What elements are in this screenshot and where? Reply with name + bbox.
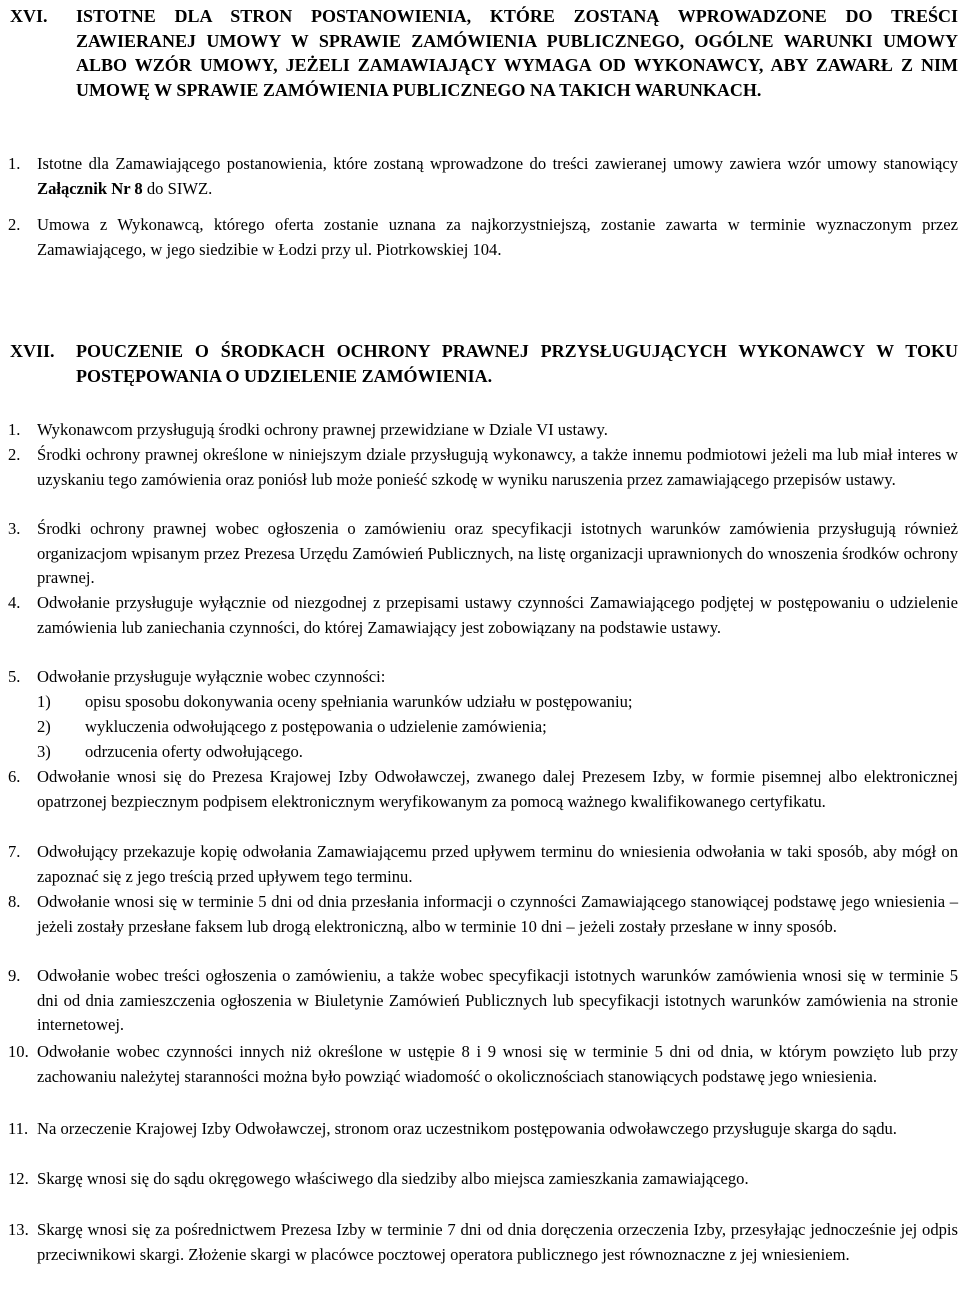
section-17-heading [10, 339, 958, 388]
section-17-item-10 [0, 1040, 958, 1089]
item-text: Odwołanie wobec czynności innych niż określone w ustępie 8 i 9 wnosi się w terminie 5 dni od dnia, w którym powzięto lub przy zachowaniu należytej staranności można było powziąć wiadomość o okolicznościach stanowiących podstawę jego wniesienia. [37, 1042, 958, 1086]
item-number: 11. [8, 1119, 29, 1138]
section-17-item-13 [0, 1218, 958, 1267]
sub-item-text: odrzucenia oferty odwołującego. [85, 742, 303, 761]
section-17-item-11 [0, 1117, 958, 1142]
section-17-item-7 [0, 840, 958, 889]
section-title: POUCZENIE O ŚRODKACH OCHRONY PRAWNEJ PRZYSŁUGUJĄCYCH WYKONAWCY W TOKU POSTĘPOWANIA O UDZIELENIE ZAMÓWIENIA. [76, 341, 958, 386]
section-title: ISTOTNE DLA STRON POSTANOWIENIA, KTÓRE ZOSTANĄ WPROWADZONE DO TREŚCI ZAWIERANEJ UMOWY W SPRAWIE ZAMÓWIENIA PUBLICZNEGO, OGÓLNE WARUNKI UMOWY ALBO WZÓR UMOWY, JEŻELI ZAMAWIAJĄCY WYMAGA OD WYKONAWCY, ABY ZAWARŁ Z NIM UMOWĘ W SPRAWIE ZAMÓWIENIA PUBLICZNEGO NA TAKICH WARUNKACH. [76, 6, 958, 100]
item-number: 7. [8, 842, 21, 861]
item-text: Środki ochrony prawnej określone w niniejszym dziale przysługują wykonawcy, a także innemu podmiotowi jeżeli ma lub miał interes w uzyskaniu tego zamówienia oraz poniósł lub może ponieść szkodę w wyniku naruszenia przez zamawiającego przepisów ustawy. [37, 445, 958, 489]
sub-item-1 [37, 690, 633, 715]
section-17-item-3 [0, 517, 958, 591]
section-17-item-8 [0, 890, 958, 939]
item-number: 1. [8, 154, 21, 173]
section-17-item-2 [0, 443, 958, 492]
item-number: 3. [8, 519, 21, 538]
sub-item-number: 1) [37, 692, 51, 711]
section-17-item-9 [0, 964, 958, 1038]
item-text: Umowa z Wykonawcą, którego oferta zostanie uznana za najkorzystniejszą, zostanie zawarta w terminie wyznaczonym przez Zamawiającego, w jego siedzibie w Łodzi przy ul. Piotrkowskiej 104. [37, 215, 958, 259]
item-text: Odwołanie wnosi się do Prezesa Krajowej Izby Odwoławczej, zwanego dalej Prezesem Izby, w formie pisemnej albo elektronicznej opatrzonej bezpiecznym podpisem elektronicznym weryfikowanym za pomocą ważnego kwalifikowanego certyfikatu. [37, 767, 958, 811]
sub-item-text: wykluczenia odwołującego z postępowania o udzielenie zamówienia; [85, 717, 547, 736]
section-16-heading [10, 4, 958, 102]
item-number: 13. [8, 1220, 29, 1239]
item-text: Wykonawcom przysługują środki ochrony prawnej przewidziane w Dziale VI ustawy. [37, 420, 608, 439]
item-number: 4. [8, 593, 21, 612]
item-number: 10. [8, 1042, 29, 1061]
section-number: XVII. [10, 341, 55, 361]
attachment-reference: Załącznik Nr 8 [37, 178, 143, 198]
item-text: Na orzeczenie Krajowej Izby Odwoławczej, stronom oraz uczestnikom postępowania odwoławczego przysługuje skarga do sądu. [37, 1119, 897, 1138]
item-number: 1. [8, 420, 21, 439]
item-text: Skargę wnosi się za pośrednictwem Prezesa Izby w terminie 7 dni od dnia doręczenia orzeczenia Izby, przesyłając jednocześnie jej odpis przeciwnikowi skargi. Złożenie skargi w placówce pocztowej operatora publicznego jest równoznaczne z jej wniesieniem. [37, 1220, 958, 1264]
item-text: Odwołanie wobec treści ogłoszenia o zamówieniu, a także wobec specyfikacji istotnych warunków zamówienia wnosi się w terminie 5 dni od dnia zamieszczenia ogłoszenia w Biuletynie Zamówień Publicznych lub specyfikacji istotnych warunków zamówienia na stronie internetowej. [37, 966, 958, 1034]
section-16-item-1 [0, 152, 958, 201]
item-text-part: do SIWZ. [142, 178, 213, 198]
sub-item-text: opisu sposobu dokonywania oceny spełniania warunków udziału w postępowaniu; [85, 692, 633, 711]
item-number: 6. [8, 767, 21, 786]
section-17-item-6 [0, 765, 958, 814]
section-17-item-5 [0, 665, 958, 690]
sub-item-number: 3) [37, 742, 51, 761]
item-number: 9. [8, 966, 21, 985]
item-text: Skargę wnosi się do sądu okręgowego właściwego dla siedziby albo miejsca zamieszkania zamawiającego. [37, 1169, 749, 1188]
item-text [37, 152, 958, 201]
section-17-item-4 [0, 591, 958, 640]
item-text-part: Istotne dla Zamawiającego postanowienia, które zostaną wprowadzone do treści zawieranej umowy zawiera wzór umowy stanowiący [37, 154, 958, 173]
sub-item-number: 2) [37, 717, 51, 736]
sub-item-3 [37, 740, 303, 765]
section-16-item-2 [0, 213, 958, 262]
item-number: 12. [8, 1169, 29, 1188]
item-number: 8. [8, 892, 21, 911]
item-text: Odwołanie przysługuje wyłącznie od niezgodnej z przepisami ustawy czynności Zamawiającego podjętej w postępowaniu o udzielenie zamówienia lub zaniechania czynności, do której Zamawiający jest zobowiązany na podstawie ustawy. [37, 593, 958, 637]
sub-item-2 [37, 715, 547, 740]
item-text: Środki ochrony prawnej wobec ogłoszenia o zamówieniu oraz specyfikacji istotnych warunków zamówienia przysługują również organizacjom wpisanym przez Prezesa Urzędu Zamówień Publicznych, na listę organizacji uprawnionych do wnoszenia środków ochrony prawnej. [37, 519, 958, 587]
item-text: Odwołanie przysługuje wyłącznie wobec czynności: [37, 667, 386, 686]
item-text: Odwołujący przekazuje kopię odwołania Zamawiającemu przed upływem terminu do wniesienia odwołania w taki sposób, aby mógł on zapoznać się z jego treścią przed upływem tego terminu. [37, 842, 958, 886]
item-number: 5. [8, 667, 21, 686]
section-number: XVI. [10, 6, 48, 26]
item-number: 2. [8, 215, 21, 234]
section-17-item-12 [0, 1167, 958, 1192]
section-17-item-1 [0, 418, 958, 443]
item-text: Odwołanie wnosi się w terminie 5 dni od dnia przesłania informacji o czynności Zamawiającego stanowiącej podstawę jego wniesienia – jeżeli zostały przesłane faksem lub drogą elektroniczną, albo w terminie 10 dni – jeżeli zostały przesłane w inny sposób. [37, 892, 958, 936]
item-number: 2. [8, 445, 21, 464]
